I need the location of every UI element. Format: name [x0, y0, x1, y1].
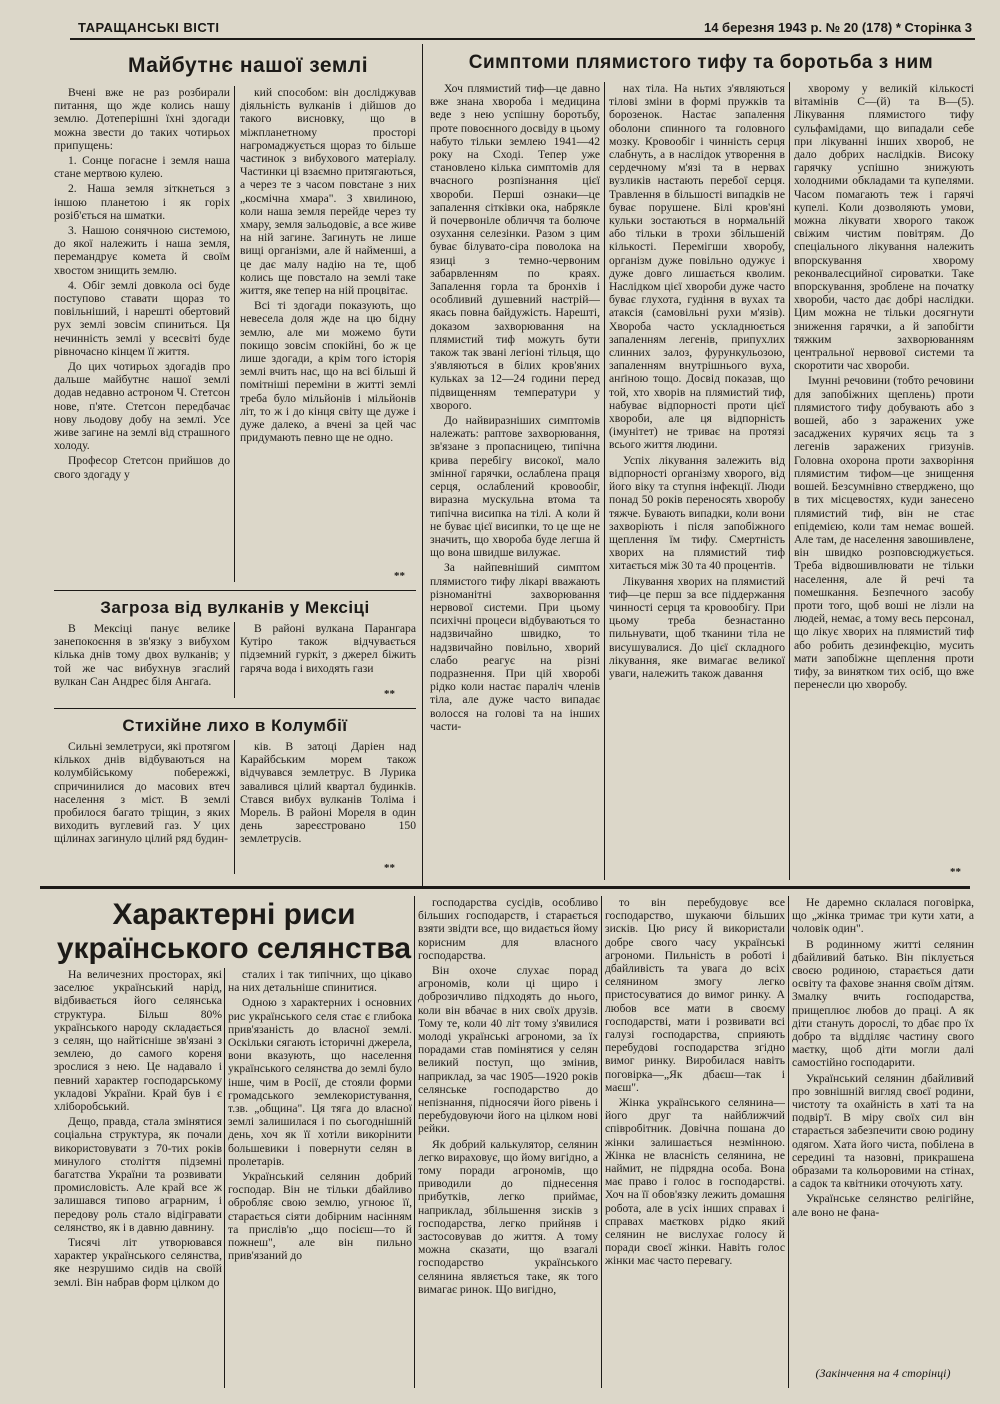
article1-col2: кий способом: він досліджував діяльність вулканів і дійшов до такого висновку, що в міжпланетному просторі нагромаджується щораз то більше частинок з вибухового матеріалу. Частинки ці взаємно притягаються, а через те з часом повстане з них „космічна хмара". З хвилиною, коли наша земля перейде через ту хмару, земля зальодовіє, а все живе на ній загине. Загинуть не лише вищі організми, але й найменші, а це дає малу надію на те, щоб колись ще повстало на землі таке життя, яке тепер на ній процвітає. Всі ті здогади показують, що невесела доля жде на цю бідну землю, але ми можемо бути покищо зовсім спокійні, бо ж це лише здогади, а крім того історія землі вчить нас, що на всі більші й помітніші переміни в житті землі треба було мільйонів і мільйонів літ, то ж і до кінця світу ще дуже і дуже далеко, а вчені за цей час придумають певно ще не одно. [240, 86, 416, 445]
article5-col3: господарства сусідів, особливо більших господарств, і старається взяти звідти все, що видається йому корисним для власного господарства. Він охоче слухає порад агрономів, коли ці щиро і доброзичливо підходять до нього, коли він вбачає в них своїх друзів. Тому те, коли 40 літ тому з'явилися молоді українські агрономи, за їх порадами став помінятися у селян великий поступ, що змінив, наприклад, за час 1905—1920 років селянське господарство до непізнання, підносячи його рівень і перебудовуючи його на цілком нові рейки. Як добрий калькулятор, селянин легко вираховує, що йому вигідно, а тому поради агрономів, що приводили до піднесення прибутків, легко приймає, наприклад, збільшення зисків з господарства, легко прийняв і застосовував до життя. А тому можна сказати, що взагалі господарство українського селянина являється таке, як того вимагає ринок. Що вигідно, [418, 896, 598, 1296]
section-rule [40, 886, 970, 889]
article2-title: Загроза від вулканів у Мексіці [100, 598, 370, 617]
article5-col2: сталих і так типічних, що цікаво на них детальніше спинитися. Одною з характерних і основних рис українського селя стає є глибока прив'язаність до власної землі. Оскільки сягають історичні джерела, вони вказують, що населення українського селянства до землі було інше, чим в Росії, де стояли форми громадського землекористування, т.зв. „община". Ця тяга до власної землі залишилася і по сьогоднішній день, хоч як її хотіли викорінити большевики і повернути селян в пролетарів. Український селянин добрий господар. Він не тільки дбайливо обробляє свою землю, угноює її, старається сіяти добірним насінням та прислів'ю „що посієш—то й пожнеш", але він пильно прив'язаний до [228, 968, 412, 1263]
article3-end-mark: ** [384, 862, 395, 874]
article2-end-mark: ** [384, 688, 395, 700]
article4-col2: нах тіла. На ньтих з'являються тілові зміни в формі пружків та борозенок. Настає запалення оболони спинного та головного мозку. Кровообіг і чинність серця слабнуть, а в наслідок утворення в сердечному м'язі та в нервах вузликів настають перебої серця. Травлення в більшості випадків не буває порушене. Білі кров'яні кульки зостаються в нормальній або тільки в трохи збільшеній кількості. Перемігши хворобу, організм дуже повільно одужує і дуже довго лишається кволим. Наслідком цієї хвороби дуже часто буває глухота, гудіння в вухах та атаксія (самовільні рухи м'язів). Хвороба часто ускладнюється запаленням легенів, припухлих слинних залоз, фурункульозою, запаленням внутрішнього вуха, анґіною тощо. Досвід показав, що той, хто хворів на плямистий тиф, набуває відпорності проти цієї хвороби, але ця відпорність (імунітет) не триває на протязі всього життя людини. Успіх лікування залежить від відпорності організму хворого, від його віку та ступня інфекції. Люди понад 50 років переносять хворобу тяжче. Бувають випадки, коли вони захворіють і після запобіжного щеплення їм тифу. Смертність хворих на плямистий тиф хитається між 30 та 40 процентів. Лікування хворих на плямистий тиф—це перш за все піддержання чинності серця та кровообігу. При цьому треба безнастанно пильнувати, щоб тканини тіла не висушувалися. До цієї складного лікування, яке вимагає великої уваги, належить також давання [609, 82, 785, 680]
article4-col3: хворому у великій кількості вітамінів С—(й) та В—(5). Лікування плямистого тифу сульфамідами, що випадали себе при лікуванні інших хвороб, не дало добрих наслідків. Високу гарячку успішно знижують холодними обкладами та купелями. Часом помагають теж і гарячі купелі. Коли дозволяють умови, можна лікувати хворого також свіжим чистим повітрям. До спеціального лікування належить впорскування хворому реконвалесцийної сироватки. Таке впорскування, зроблене на початку хвороби, часто дає добрі наслідки. Цим можна не тільки досягнути зниження гарячки, а й запобігти тяжким захворюванням центральної нервової системи та скоротити час хвороби. Імунні речовини (тобто речовини для запобіжних щеплень) проти плямистого тифу добувають або з вошей, або з заражених уже засаджених курячих яєць та з легенів заражених гризунів. Головна охорона проти захворіння плямистим тифом—це знищення вошей. Безсумнівно стверджено, що в тих місцевостях, куди занесено плямистий тиф, він не стає епідемією, коли там немає вошей. Але там, де населення завошивлене, він швидко розповсюджується. Треба відвошивлювати не тільки населення, але й речі та помешкання. Безпечного засобу проти того, щоб воші не лізли на людей, немає, а тому весь персонал, що лікує хворих на плямистий тиф або робить дезинфекцію, мусить мати запобіжне щеплення проти тифу, за винятком тих осіб, що вже перенесли цю хворобу. [794, 82, 974, 692]
article3-divider [234, 740, 235, 874]
article4-divider2 [789, 82, 790, 880]
article3-col1: Сильні землетруси, які протягом кількох днів відбуваються на колумбійському побережжі, спричинилися до масових втеч населення з міст. В землі пробилося багато тріщин, з яких виходить вуглевий газ. У цих щілинах загинуло цілий ряд будин- [54, 740, 230, 846]
article5-divider4 [788, 896, 789, 1388]
article1-col1: Вчені вже не раз розбирали питання, що жде колись нашу землю. Дотеперішні їхні здогади можна звести до таких чотирьох припущень: 1. Сонце погасне і земля наша стане мертвою кулею. 2. Наша земля зіткнеться з іншою планетою і як горіх розіб'ється на шматки. 3. Нашою сонячною системою, до якої належить і наша земля, перемандрує комета й своїм хвостом знищить землю. 4. Обіг землі довкола осі буде поступово ставати щораз то повільніший, і нарешті обертовий рух землі зовсім спиниться. Ця нечинність землі у всесвіті буде рівночасно кінцем її життя. До цих чотирьох здогадів про дальше майбутнє нашої землі додав недавно астроном Ч. Стетсон нове, п'яте. Стетсон передбачає нову льодову добу на землі. Усе живе загине на землі від страшного холоду. Професор Стетсон прийшов до свого здогаду у [54, 86, 230, 481]
article4-title: Симптоми плямистого тифу та боротьба з ним [468, 52, 934, 73]
article1-end-mark: ** [394, 570, 405, 582]
article3-title: Стихійне лихо в Колумбії [122, 716, 348, 735]
article5-divider2 [414, 896, 415, 1388]
article5-title: Характерні риси українського селянства [56, 898, 412, 965]
issue-info: 14 березня 1943 р. № 20 (178) * Сторінка 3 [703, 20, 972, 35]
article5-col4: то він перебудовує все господарство, шукаючи більших зисків. Цю рису й використали добре свого часу українські агрономи. Пильність в роботі і дбайливість та увага до всіх селянином змогу легко пристосуватися до вимог ринку. А любов все мати в своєму господарстві, мати і розвивати всі галузі господарства, сприяють перебудові господарства згідно вимог ринку. Виробилася навіть поговірка—„Як дбаєш—так і маєш". Жінка українського селянина—його друг та найближчий співробітник. Довічна пошана до жінки залишається незмінною. Жінка не власність селянина, не наймит, не підрядна особа. Вона має право і голос в господарстві. Хоч на її обов'язку лежить домашня робота, але в усіх інших справах і справах маєтковх рідко який селянин не вислухає голосу й поради своєї жінки. Навіть голос жінки має часто перевагу. [605, 896, 785, 1268]
article4-divider1 [604, 82, 605, 880]
header-rule [70, 38, 975, 40]
article5-divider1 [224, 968, 225, 1388]
article2-col2: В районі вулкана Парангара Кутіро також відчувається підземний гуркіт, з джерел біжить гаряча вода і виходять гази [240, 622, 416, 675]
article5-col1: На величезних просторах, які заселює український нарід, відбивається його селянська структура. Більш 80% українського народу складається з селян, що найтісніше зв'язані з землею, до самого кореня зрослися з нею. Це надавало і певний характер господарському укладові України. Край був і є хліборобський. Дещо, правда, стала змінятися соціальна структура, як почали використовувати з 70-тих років минулого століття підземні багатства України та розвивати промисловість. Але край все ж залишався типово аграрним, і передову роль стало відігравати селянство, як і в давню давнину. Тисячі літ утворювався характер українського селянства, яке незрушимо сидів на своїй землі. Він набрав форм цілком до [54, 968, 222, 1289]
column-divider [422, 44, 423, 886]
newspaper-name: ТАРАЩАНСЬКІ ВІСТІ [78, 20, 220, 35]
article2-col1: В Мексіці панує велике занепокоєння в зв'язку з вибухом кілька днів тому двох вулканів; у той же час вибухнув згаслий вулкан Сан Андрес біля Ангаґа. [54, 622, 230, 688]
article1-bottom-rule [54, 590, 416, 591]
continued-note: (Закінчення на 4 сторінці) [815, 1366, 951, 1380]
article2-bottom-rule [54, 708, 416, 709]
article5-col5: Не даремно склалася поговірка, що „жінка тримає три кути хати, а чоловік один". В родинному житті селянин дбайливий батько. Він піклується своєю родиною, старається дати освіту та фахове знання своїм дітям. Змалку вчить господарства, прищеплює любов до праці. А як діти стануть дорослі, то дбає про їх добро та відділяє частину свого маєтку, щоб діти могли далі самостійно господарити. Український селянин дбайливий про зовнішній вигляд своєї родини, чистоту та охайність в хаті та на подвір'ї. В міру своїх сил він старається забезпечити свою родину одягом. Хата його чиста, побілена в середині та назовні, прикрашена образами та кольоровими на стінах, а садок та квітники оточують хату. Українське селянство релігійне, але воно не фана- [792, 896, 974, 1219]
article3-col2: ків. В затоці Даріен над Карайбським морем також відчувався землетрус. В Лурика завалився цілий квартал будинків. Стався вибух вулканів Толіма і Морель. В районі Мореля в один день зареєстровано 150 землетрусів. [240, 740, 416, 846]
article4-end-mark: ** [950, 866, 961, 878]
article2-divider [234, 622, 235, 698]
article4-col1: Хоч плямистий тиф—це давно вже знана хвороба і медицина веде з нею успішну боротьбу, проте повоєнного досвіду в цьому набуто тільки землею 1941—42 року на Сході. Тепер уже становлено кілька симптомів для вчасного розпізнання цієї хвороби. Перші ознаки—це запалення сітківки ока, набрякле й почервоніле обличчя та болюче озухання селезінки. Разом з цим буває білувато-сіра поволока на язиці з темно-червоним забарвленням по краях. Запалення горла та бронхів і особливий душевний настрій—якась повна байдужість. Нарешті, доказом захворювання на плямистий тиф можуть бути також так звані легіоні тільця, що з'являються в білих кров'яних кульках за 12—24 години перед підвищенням температури у хворого. До найвиразніших симптомів належать: раптове захворювання, зв'язане з пропасницею, типічна крива перебігу високої, мало змінної гарячки, ослаблена праця серця, ослаблений кровообіг, виразна мускульна втома та типічна висипка на тілі. А коли й не буває цієї висипки, то це ще не значить, що хвороба буде легша й що вона швидше вилужає. За найпевніший симптом плямистого тифу лікарі вважають різноманітні захворювання нервової системи. При цьому психічні процеси відбуваються то надзвичайно швидко, то надзвичайно повільно, хворий слабо реагує на різні подразнення. При цій хворобі рідко коли настає параліч членів тіла, але дуже часто випадає волосся на голові та на інших части- [430, 82, 600, 733]
article5-divider3 [601, 896, 602, 1388]
article1-title: Майбутнє нашої землі [127, 54, 369, 77]
article1-divider [234, 86, 235, 582]
